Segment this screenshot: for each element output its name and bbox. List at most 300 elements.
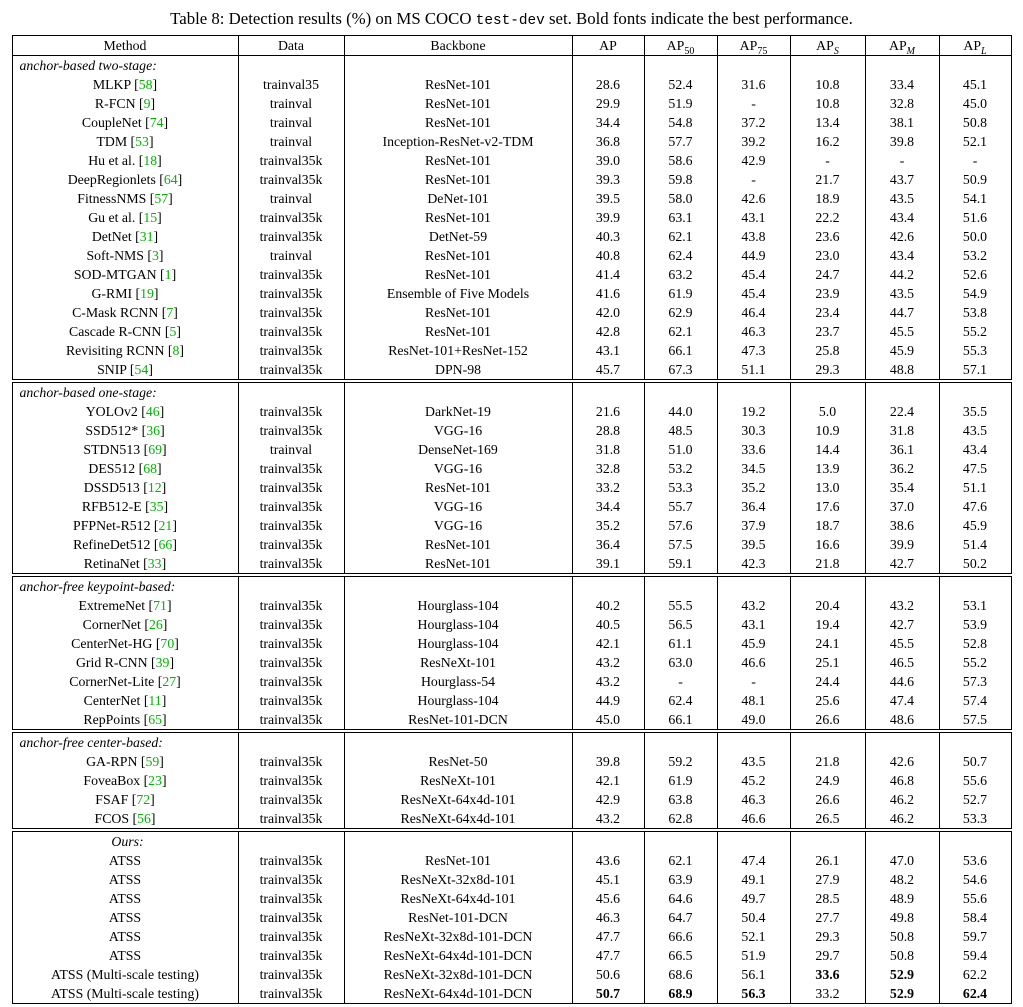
metric-cell: 43.1 xyxy=(717,615,790,634)
table-row xyxy=(12,516,1011,535)
method-cell: ATSS (Multi-scale testing) xyxy=(51,967,199,982)
method-cell: FSAF [72] xyxy=(95,792,155,807)
data-cell: trainval35k xyxy=(238,615,344,634)
empty-cell xyxy=(344,56,572,76)
data-cell: trainval35k xyxy=(238,284,344,303)
metric-cell: 13.0 xyxy=(790,478,865,497)
metric-cell: 39.1 xyxy=(572,554,644,575)
metric-cell: 33.6 xyxy=(790,965,865,984)
method-cell: ATSS xyxy=(108,910,142,925)
metric-cell: 45.1 xyxy=(572,870,644,889)
metric-cell: 45.9 xyxy=(939,516,1011,535)
table-row xyxy=(12,908,1011,927)
metric-cell: 45.4 xyxy=(717,265,790,284)
empty-cell xyxy=(238,56,344,76)
data-cell: trainval35k xyxy=(238,170,344,189)
metric-cell: 66.1 xyxy=(644,341,717,360)
metric-cell: 29.3 xyxy=(790,360,865,381)
empty-cell xyxy=(939,575,1011,596)
column-header: $AP_S$ xyxy=(790,36,865,56)
metric-cell: 19.4 xyxy=(790,615,865,634)
backbone-cell: ResNeXt-32x8d-101-DCN xyxy=(344,927,572,946)
metric-cell: 52.1 xyxy=(717,927,790,946)
empty-cell xyxy=(865,575,939,596)
metric-cell: 29.3 xyxy=(790,927,865,946)
data-cell: trainval35k xyxy=(238,402,344,421)
metric-cell: 48.1 xyxy=(717,691,790,710)
citation-number: 53 xyxy=(135,134,149,149)
metric-cell: 34.5 xyxy=(717,459,790,478)
empty-cell xyxy=(644,56,717,76)
table-row xyxy=(12,322,1011,341)
backbone-cell: ResNet-101 xyxy=(344,170,572,189)
table-row xyxy=(12,94,1011,113)
metric-cell: 52.8 xyxy=(939,634,1011,653)
backbone-cell: Hourglass-54 xyxy=(344,672,572,691)
metric-cell: 63.2 xyxy=(644,265,717,284)
metric-cell: 43.4 xyxy=(865,246,939,265)
section-label-row xyxy=(12,575,1011,596)
metric-cell: 16.2 xyxy=(790,132,865,151)
metric-cell: 45.9 xyxy=(717,634,790,653)
method-cell: STDN513 [69] xyxy=(83,442,167,457)
caption-code-testdev: test-dev xyxy=(475,13,545,29)
metric-cell: 43.5 xyxy=(939,421,1011,440)
metric-cell: 50.2 xyxy=(939,554,1011,575)
metric-cell: 36.4 xyxy=(572,535,644,554)
data-cell: trainval35k xyxy=(238,151,344,170)
citation-number: 26 xyxy=(148,617,163,632)
metric-cell: 42.6 xyxy=(865,227,939,246)
metric-cell: 43.7 xyxy=(865,170,939,189)
empty-cell xyxy=(939,56,1011,76)
metric-cell: 24.9 xyxy=(790,771,865,790)
metric-cell: 51.0 xyxy=(644,440,717,459)
metric-cell: 50.7 xyxy=(939,752,1011,771)
metric-cell: 40.2 xyxy=(572,596,644,615)
metric-cell: 51.1 xyxy=(717,360,790,381)
table-row xyxy=(12,809,1011,830)
backbone-cell: ResNeXt-32x8d-101-DCN xyxy=(344,965,572,984)
data-cell: trainval35k xyxy=(238,653,344,672)
empty-cell xyxy=(717,830,790,851)
metric-cell: 55.7 xyxy=(644,497,717,516)
metric-cell: 63.1 xyxy=(644,208,717,227)
metric-cell: 55.2 xyxy=(939,322,1011,341)
table-row xyxy=(12,596,1011,615)
data-cell: trainval35k xyxy=(238,691,344,710)
caption-suffix: set. Bold fonts indicate the best performance. xyxy=(544,9,853,28)
table-row xyxy=(12,170,1011,189)
metric-cell: 36.8 xyxy=(572,132,644,151)
metric-cell: 57.7 xyxy=(644,132,717,151)
metric-cell: 34.4 xyxy=(572,497,644,516)
metric-cell: 43.5 xyxy=(865,189,939,208)
method-cell: FoveaBox [23] xyxy=(83,773,167,788)
data-cell: trainval xyxy=(238,113,344,132)
metric-cell: 10.8 xyxy=(790,94,865,113)
backbone-cell: ResNet-101 xyxy=(344,478,572,497)
metric-cell: 46.3 xyxy=(717,790,790,809)
method-cell: ATSS xyxy=(108,929,142,944)
method-cell: SOD-MTGAN [1] xyxy=(73,267,177,282)
metric-cell: 14.4 xyxy=(790,440,865,459)
metric-cell: 47.4 xyxy=(717,851,790,870)
metric-cell: 45.5 xyxy=(865,322,939,341)
backbone-cell: ResNet-101 xyxy=(344,554,572,575)
metric-cell: 68.9 xyxy=(644,984,717,1004)
empty-cell xyxy=(717,381,790,402)
data-cell: trainval35k xyxy=(238,927,344,946)
data-cell: trainval35 xyxy=(238,75,344,94)
backbone-cell: ResNet-50 xyxy=(344,752,572,771)
table-row xyxy=(12,246,1011,265)
empty-cell xyxy=(790,731,865,752)
method-cell: GA-RPN [59] xyxy=(86,754,164,769)
table-row xyxy=(12,691,1011,710)
section-label: anchor-based two-stage: xyxy=(19,58,157,73)
metric-cell: 55.2 xyxy=(939,653,1011,672)
metric-cell: 52.9 xyxy=(865,965,939,984)
backbone-cell: Hourglass-104 xyxy=(344,691,572,710)
metric-cell: 53.9 xyxy=(939,615,1011,634)
metric-cell: 52.9 xyxy=(865,984,939,1004)
metric-cell: 45.5 xyxy=(865,634,939,653)
column-header: $AP_{75}$ xyxy=(717,36,790,56)
metric-cell: 42.7 xyxy=(865,615,939,634)
citation-number: 46 xyxy=(145,404,160,419)
backbone-cell: ResNeXt-64x4d-101 xyxy=(344,809,572,830)
citation-number: 15 xyxy=(143,210,158,225)
metric-cell: - xyxy=(790,151,865,170)
metric-cell: 10.9 xyxy=(790,421,865,440)
metric-cell: 28.8 xyxy=(572,421,644,440)
data-cell: trainval xyxy=(238,132,344,151)
backbone-cell: ResNet-101 xyxy=(344,75,572,94)
metric-cell: 40.3 xyxy=(572,227,644,246)
metric-cell: 17.6 xyxy=(790,497,865,516)
metric-cell: 25.6 xyxy=(790,691,865,710)
table-row xyxy=(12,653,1011,672)
metric-cell: 62.1 xyxy=(644,322,717,341)
metric-cell: 63.9 xyxy=(644,870,717,889)
metric-cell: 59.7 xyxy=(939,927,1011,946)
metric-cell: 47.7 xyxy=(572,946,644,965)
metric-cell: 26.1 xyxy=(790,851,865,870)
backbone-cell: ResNeXt-101 xyxy=(344,653,572,672)
method-cell: R-FCN [9] xyxy=(94,96,156,111)
metric-cell: 28.6 xyxy=(572,75,644,94)
empty-cell xyxy=(238,830,344,851)
backbone-cell: Hourglass-104 xyxy=(344,615,572,634)
metric-cell: 48.5 xyxy=(644,421,717,440)
metric-cell: 23.4 xyxy=(790,303,865,322)
backbone-cell: VGG-16 xyxy=(344,516,572,535)
section-label-row xyxy=(12,731,1011,752)
section-label: anchor-free center-based: xyxy=(19,735,163,750)
metric-cell: 23.6 xyxy=(790,227,865,246)
metric-cell: 45.1 xyxy=(939,75,1011,94)
empty-cell xyxy=(344,830,572,851)
metric-cell: 13.9 xyxy=(790,459,865,478)
metric-cell: 22.4 xyxy=(865,402,939,421)
backbone-cell: ResNet-101+ResNet-152 xyxy=(344,341,572,360)
metric-cell: - xyxy=(717,170,790,189)
metric-cell: 26.6 xyxy=(790,710,865,731)
backbone-cell: ResNet-101 xyxy=(344,246,572,265)
metric-cell: 46.2 xyxy=(865,809,939,830)
method-cell: Hu et al. [18] xyxy=(88,153,162,168)
method-cell: SNIP [54] xyxy=(97,362,153,377)
metric-cell: 51.1 xyxy=(939,478,1011,497)
backbone-cell: ResNeXt-101 xyxy=(344,771,572,790)
metric-cell: 48.8 xyxy=(865,360,939,381)
metric-cell: 42.6 xyxy=(865,752,939,771)
metric-cell: 18.9 xyxy=(790,189,865,208)
metric-cell: 47.0 xyxy=(865,851,939,870)
empty-cell xyxy=(572,56,644,76)
metric-cell: 21.8 xyxy=(790,752,865,771)
citation-number: 21 xyxy=(158,518,173,533)
citation-number: 56 xyxy=(137,811,151,826)
metric-cell: 59.4 xyxy=(939,946,1011,965)
citation-number: 23 xyxy=(148,773,162,788)
metric-cell: 31.8 xyxy=(865,421,939,440)
metric-cell: 56.5 xyxy=(644,615,717,634)
table-row xyxy=(12,227,1011,246)
backbone-cell: ResNet-101 xyxy=(344,265,572,284)
table-row xyxy=(12,284,1011,303)
metric-cell: - xyxy=(865,151,939,170)
metric-cell: 31.6 xyxy=(717,75,790,94)
data-cell: trainval35k xyxy=(238,360,344,381)
metric-cell: 19.2 xyxy=(717,402,790,421)
method-cell: RetinaNet [33] xyxy=(83,556,167,571)
metric-cell: 48.9 xyxy=(865,889,939,908)
metric-cell: 29.7 xyxy=(790,946,865,965)
citation-number: 31 xyxy=(139,229,154,244)
backbone-cell: ResNet-101 xyxy=(344,151,572,170)
method-cell: ExtremeNet [71] xyxy=(78,598,172,613)
metric-cell: 40.8 xyxy=(572,246,644,265)
citation-number: 18 xyxy=(143,153,158,168)
column-header: Data xyxy=(238,36,344,56)
table-caption xyxy=(0,0,1023,35)
citation-number: 11 xyxy=(148,693,162,708)
table-row xyxy=(12,771,1011,790)
metric-cell: 41.6 xyxy=(572,284,644,303)
empty-cell xyxy=(238,731,344,752)
empty-cell xyxy=(865,731,939,752)
backbone-cell: ResNet-101-DCN xyxy=(344,908,572,927)
metric-cell: 22.2 xyxy=(790,208,865,227)
data-cell: trainval35k xyxy=(238,672,344,691)
citation-number: 33 xyxy=(147,556,162,571)
table-row xyxy=(12,75,1011,94)
metric-cell: 45.4 xyxy=(717,284,790,303)
data-cell: trainval xyxy=(238,94,344,113)
citation-number: 8 xyxy=(172,343,180,358)
data-cell: trainval35k xyxy=(238,459,344,478)
backbone-cell: ResNet-101 xyxy=(344,322,572,341)
table-row xyxy=(12,634,1011,653)
citation-number: 64 xyxy=(163,172,178,187)
table-row xyxy=(12,151,1011,170)
empty-cell xyxy=(865,830,939,851)
table-row xyxy=(12,672,1011,691)
empty-cell xyxy=(344,731,572,752)
table-row xyxy=(12,341,1011,360)
method-cell: DeepRegionlets [64] xyxy=(67,172,183,187)
metric-cell: 50.8 xyxy=(865,927,939,946)
empty-cell xyxy=(644,830,717,851)
metric-cell: 46.3 xyxy=(717,322,790,341)
column-header: $AP_L$ xyxy=(939,36,1011,56)
table-row xyxy=(12,208,1011,227)
backbone-cell: Hourglass-104 xyxy=(344,596,572,615)
data-cell: trainval35k xyxy=(238,596,344,615)
method-cell: ATSS xyxy=(108,891,142,906)
metric-cell: 55.5 xyxy=(644,596,717,615)
metric-cell: 39.5 xyxy=(572,189,644,208)
metric-cell: 42.9 xyxy=(572,790,644,809)
metric-cell: 43.1 xyxy=(717,208,790,227)
metric-cell: 43.2 xyxy=(572,672,644,691)
metric-cell: 50.9 xyxy=(939,170,1011,189)
metric-cell: 31.8 xyxy=(572,440,644,459)
method-cell: ATSS xyxy=(108,872,142,887)
table-section xyxy=(12,381,1011,575)
empty-cell xyxy=(238,575,344,596)
metric-cell: 42.7 xyxy=(865,554,939,575)
citation-number: 54 xyxy=(134,362,149,377)
method-cell: C-Mask RCNN [7] xyxy=(72,305,178,320)
empty-cell xyxy=(572,381,644,402)
metric-cell: 39.0 xyxy=(572,151,644,170)
section-label-row xyxy=(12,381,1011,402)
backbone-cell: ResNet-101-DCN xyxy=(344,710,572,731)
column-header: Method xyxy=(103,38,147,53)
backbone-cell: Hourglass-104 xyxy=(344,634,572,653)
empty-cell xyxy=(572,830,644,851)
metric-cell: 62.8 xyxy=(644,809,717,830)
metric-cell: 33.2 xyxy=(572,478,644,497)
metric-cell: 58.6 xyxy=(644,151,717,170)
metric-cell: 37.2 xyxy=(717,113,790,132)
metric-cell: 50.4 xyxy=(717,908,790,927)
metric-cell: 49.7 xyxy=(717,889,790,908)
metric-cell: 41.4 xyxy=(572,265,644,284)
metric-cell: 43.5 xyxy=(865,284,939,303)
table-row xyxy=(12,303,1011,322)
metric-cell: 45.6 xyxy=(572,889,644,908)
metric-cell: 47.7 xyxy=(572,927,644,946)
metric-cell: 66.1 xyxy=(644,710,717,731)
backbone-cell: Inception-ResNet-v2-TDM xyxy=(344,132,572,151)
data-cell: trainval35k xyxy=(238,984,344,1004)
citation-number: 5 xyxy=(169,324,177,339)
backbone-cell: ResNeXt-64x4d-101-DCN xyxy=(344,946,572,965)
backbone-cell: ResNeXt-64x4d-101 xyxy=(344,889,572,908)
metric-cell: 53.1 xyxy=(939,596,1011,615)
section-label: Ours: xyxy=(111,834,144,849)
metric-cell: 45.7 xyxy=(572,360,644,381)
table-row xyxy=(12,265,1011,284)
metric-cell: 44.2 xyxy=(865,265,939,284)
metric-cell: 39.2 xyxy=(717,132,790,151)
metric-cell: 52.6 xyxy=(939,265,1011,284)
metric-cell: 39.9 xyxy=(572,208,644,227)
header-row xyxy=(12,36,1011,56)
metric-cell: 42.3 xyxy=(717,554,790,575)
metric-cell: 57.3 xyxy=(939,672,1011,691)
metric-cell: 51.6 xyxy=(939,208,1011,227)
method-cell: Soft-NMS [3] xyxy=(86,248,164,263)
metric-cell: 52.1 xyxy=(939,132,1011,151)
metric-cell: 36.2 xyxy=(865,459,939,478)
section-label-row xyxy=(12,56,1011,76)
data-cell: trainval35k xyxy=(238,303,344,322)
metric-cell: 62.1 xyxy=(644,851,717,870)
metric-cell: 42.0 xyxy=(572,303,644,322)
data-cell: trainval35k xyxy=(238,554,344,575)
empty-cell xyxy=(644,575,717,596)
table-row xyxy=(12,554,1011,575)
metric-cell: 13.4 xyxy=(790,113,865,132)
method-cell: RFB512-E [35] xyxy=(81,499,169,514)
metric-cell: 35.4 xyxy=(865,478,939,497)
metric-cell: 61.9 xyxy=(644,284,717,303)
metric-cell: - xyxy=(939,151,1011,170)
backbone-cell: ResNet-101 xyxy=(344,851,572,870)
caption-prefix: Table 8: Detection results (%) on MS COCO xyxy=(170,9,476,28)
metric-cell: 39.8 xyxy=(865,132,939,151)
backbone-cell: VGG-16 xyxy=(344,497,572,516)
metric-cell: 43.2 xyxy=(572,653,644,672)
metric-cell: 39.5 xyxy=(717,535,790,554)
results-table xyxy=(12,35,1012,1004)
data-cell: trainval35k xyxy=(238,752,344,771)
metric-cell: 50.0 xyxy=(939,227,1011,246)
data-cell: trainval35k xyxy=(238,809,344,830)
metric-cell: 50.6 xyxy=(572,965,644,984)
table-row xyxy=(12,113,1011,132)
metric-cell: 37.0 xyxy=(865,497,939,516)
data-cell: trainval35k xyxy=(238,946,344,965)
metric-cell: 21.8 xyxy=(790,554,865,575)
metric-cell: 59.8 xyxy=(644,170,717,189)
metric-cell: 21.7 xyxy=(790,170,865,189)
citation-number: 3 xyxy=(152,248,159,263)
data-cell: trainval35k xyxy=(238,870,344,889)
backbone-cell: ResNet-101 xyxy=(344,113,572,132)
empty-cell xyxy=(717,575,790,596)
metric-cell: - xyxy=(717,94,790,113)
method-cell: DetNet [31] xyxy=(91,229,159,244)
column-header: $AP_M$ xyxy=(865,36,939,56)
backbone-cell: DPN-98 xyxy=(344,360,572,381)
metric-cell: 26.5 xyxy=(790,809,865,830)
table-row xyxy=(12,421,1011,440)
section-label: anchor-free keypoint-based: xyxy=(19,579,176,594)
metric-cell: 43.1 xyxy=(572,341,644,360)
metric-cell: 39.8 xyxy=(572,752,644,771)
citation-number: 58 xyxy=(138,77,153,92)
table-row xyxy=(12,189,1011,208)
citation-number: 65 xyxy=(148,712,162,727)
metric-cell: 28.5 xyxy=(790,889,865,908)
table-row xyxy=(12,870,1011,889)
